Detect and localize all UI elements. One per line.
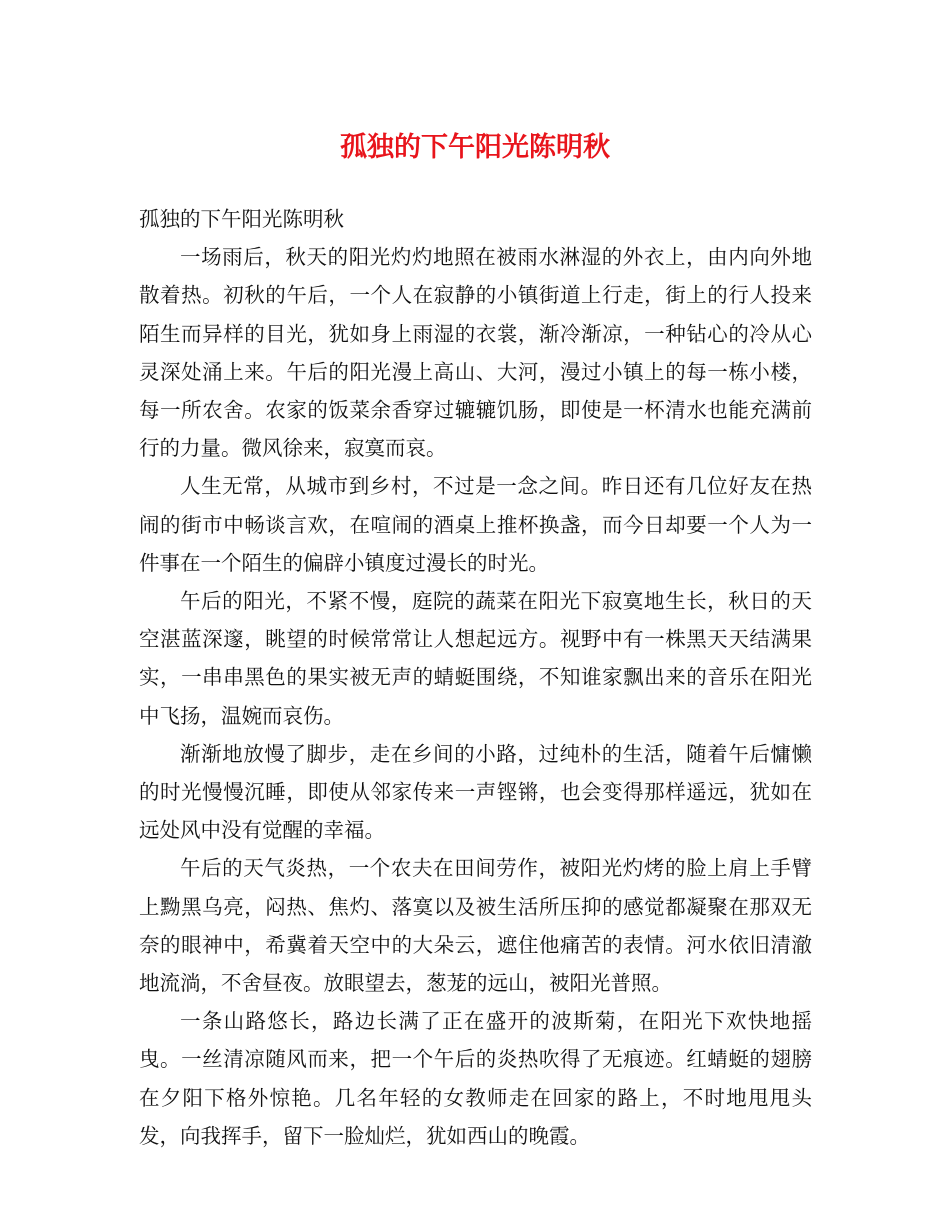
paragraph: 人生无常，从城市到乡村，不过是一念之间。昨日还有几位好友在热闹的街市中畅谈言欢，在喧闹的酒桌上推杯换盏，而今日却要一个人为一件事在一个陌生的偏辟小镇度过漫长的时光。 (139, 474, 812, 575)
document-body (139, 200, 812, 1155)
document-subtitle: 孤独的下午阳光陈明秋 (139, 207, 344, 231)
paragraph: 午后的阳光，不紧不慢，庭院的蔬菜在阳光下寂寞地生长，秋日的天空湛蓝深邃，眺望的时候常常让人想起远方。视野中有一株黑天天结满果实，一串串黑色的果实被无声的蜻蜓围绕，不知谁家飘出来的音乐在阳光中飞扬，温婉而哀伤。 (139, 589, 812, 728)
paragraph: 一条山路悠长，路边长满了正在盛开的波斯菊，在阳光下欢快地摇曳。一丝清凉随风而来，把一个午后的炎热吹得了无痕迹。红蜻蜓的翅膀在夕阳下格外惊艳。几名年轻的女教师走在回家的路上，不时地甩甩头发，向我挥手，留下一脸灿烂，犹如西山的晚霞。 (139, 1009, 812, 1148)
paragraph: 一场雨后，秋天的阳光灼灼地照在被雨水淋湿的外衣上，由内向外地散着热。初秋的午后，一个人在寂静的小镇街道上行走，街上的行人投来陌生而异样的目光，犹如身上雨湿的衣裳，渐冷渐凉，一种钻心的冷从心灵深处涌上来。午后的阳光漫上高山、大河，漫过小镇上的每一栋小楼，每一所农舍。农家的饭菜余香穿过辘辘饥肠，即使是一杯清水也能充满前行的力量。微风徐来，寂寞而哀。 (139, 245, 812, 461)
paragraph: 渐渐地放慢了脚步，走在乡间的小路，过纯朴的生活，随着午后慵懒的时光慢慢沉睡，即使从邻家传来一声铿锵，也会变得那样遥远，犹如在远处风中没有觉醒的幸福。 (139, 741, 812, 843)
document-title: 孤独的下午阳光陈明秋 (340, 132, 610, 163)
paragraph: 午后的天气炎热，一个农夫在田间劳作，被阳光灼烤的脸上肩上手臂上黝黑乌亮，闷热、焦灼、落寞以及被生活所压抑的感觉都凝聚在那双无奈的眼神中，希冀着天空中的大朵云，遮住他痛苦的表情。河水依旧清澈地流淌，不舍昼夜。放眼望去，葱茏的远山，被阳光普照。 (139, 856, 812, 996)
